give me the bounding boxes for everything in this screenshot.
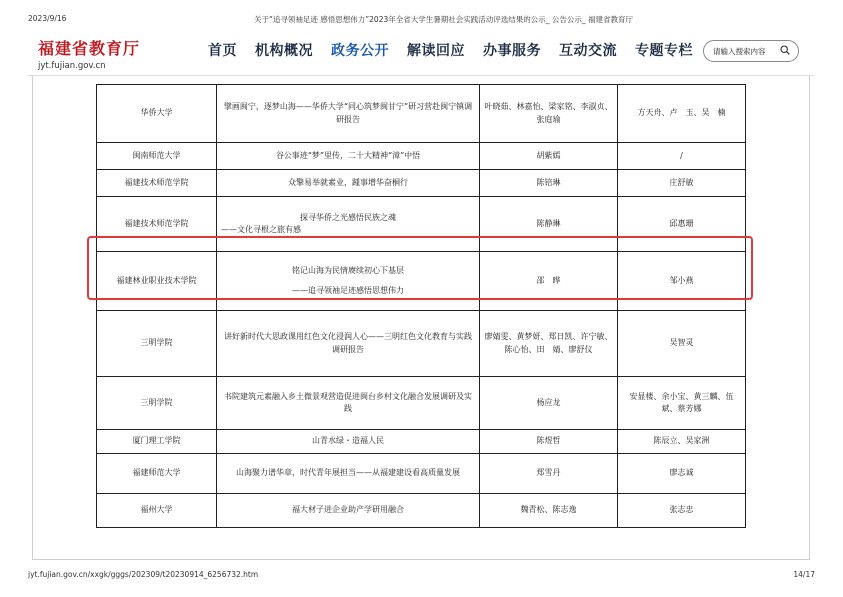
title-cell: [217, 143, 480, 170]
project-title: 书院建筑元素融入乡土微景观营造促进闽台乡村文化融合发展调研及实践: [224, 391, 472, 413]
project-title: 谷公事迹“梦”里传，二十大精神“漳”中悟: [275, 150, 421, 160]
table-row: [97, 311, 746, 377]
table-row: [97, 454, 746, 494]
members-cell: 陈锫琳: [480, 170, 618, 197]
table-row: [97, 494, 746, 528]
search-icon[interactable]: [780, 45, 790, 55]
project-title: 众擎易举就素业，踵事增华奋桐行: [288, 177, 408, 187]
members-cell: 廖婧雯、黄梦妍、郑日凯、许宁敏、陈心怡、田 婧、廖舒仪: [480, 311, 618, 377]
members-cell: 胡紫嫣: [480, 143, 618, 170]
table-row: [97, 143, 746, 170]
school-cell: 福建技术师范学院: [97, 170, 217, 197]
advisor-cell: /: [618, 143, 746, 170]
project-title: 讲好新时代大思政课用红色文化浸润人心——三明红色文化教育与实践调研报告: [224, 332, 472, 354]
print-header: [28, 14, 815, 26]
main-nav: [208, 40, 693, 60]
logo-name: 福建省教育厅: [38, 39, 141, 58]
print-date: 2023/9/16: [28, 14, 67, 23]
members-cell: 郑雪丹: [480, 454, 618, 494]
search-input[interactable]: [703, 40, 799, 62]
title-cell: [217, 170, 480, 197]
school-cell: 三明学院: [97, 377, 217, 430]
advisor-cell: 张志忠: [618, 494, 746, 528]
advisor-cell: 廖志诚: [618, 454, 746, 494]
members-cell: 杨应龙: [480, 377, 618, 430]
table-row: [97, 85, 746, 143]
members-cell: 陈静琳: [480, 197, 618, 252]
project-title: 铭记山海为民情赓续初心下基层: [292, 265, 404, 275]
school-cell: 三明学院: [97, 311, 217, 377]
school-cell: 福州大学: [97, 494, 217, 528]
advisor-cell: 安显楼、余小宝、黄三麟、伍 斌、蔡芳娜: [618, 377, 746, 430]
table-row: [97, 430, 746, 454]
school-cell: 厦门理工学院: [97, 430, 217, 454]
search-placeholder: 请输入搜索内容: [713, 46, 766, 56]
school-cell: 福建林业职业技术学院: [97, 252, 217, 311]
project-title: 探寻华侨之光感悟民族之魂: [300, 212, 396, 222]
nav-item-services[interactable]: 办事服务: [483, 43, 541, 59]
school-cell: 福建技术师范学院: [97, 197, 217, 252]
advisor-cell: 邱惠珊: [618, 197, 746, 252]
school-cell: 福建师范大学: [97, 454, 217, 494]
print-url: jyt.fujian.gov.cn/xxgk/gggs/202309/t20230914_6256732.htm: [28, 570, 259, 579]
project-title: 山青水绿・造福人民: [312, 436, 384, 446]
site-logo[interactable]: [38, 36, 140, 71]
members-cell: 魏青松、陈志逸: [480, 494, 618, 528]
title-cell: [217, 454, 480, 494]
nav-item-home[interactable]: 首页: [208, 43, 237, 59]
project-subtitle: ——文化寻根之旅有感: [221, 225, 301, 234]
page-number: 14/17: [793, 570, 815, 579]
logo-domain: jyt.fujian.gov.cn: [38, 61, 106, 71]
advisor-cell: 吴智灵: [618, 311, 746, 377]
title-cell: [217, 430, 480, 454]
title-cell: [217, 311, 480, 377]
nav-item-topics[interactable]: 专题专栏: [635, 43, 693, 59]
title-cell: [217, 494, 480, 528]
nav-item-interpretation[interactable]: 解读回应: [407, 43, 465, 59]
table-row: [97, 170, 746, 197]
school-cell: 华侨大学: [97, 85, 217, 143]
project-subtitle: ——追寻领袖足迹感悟思想伟力: [292, 286, 404, 295]
project-title: 擘画闽宁，逐梦山海——华侨大学“同心筑梦闽甘宁”研习营赴闽宁镇调研报告: [223, 102, 473, 124]
title-cell: [217, 85, 480, 143]
print-page-title: 关于“追寻领袖足迹 感悟思想伟力”2023年全省大学生暑期社会实践活动评选结果的公示_ 公告公示_ 福建省教育厅: [254, 15, 634, 24]
project-title: 山海聚力谱华章，时代青年展担当——从福建建设看高质量发展: [236, 468, 460, 478]
members-cell: 叶晓茹、林嘉怡、梁家铭、李淑贞、张庭瑜: [480, 85, 618, 143]
title-cell: [217, 377, 480, 430]
members-cell: 陈煜哲: [480, 430, 618, 454]
advisor-cell: 邹小燕: [618, 252, 746, 311]
project-title: 福大材子进企业助产学研用融合: [292, 505, 404, 515]
results-table: [96, 84, 746, 528]
highlight-box: [87, 236, 753, 300]
nav-item-about[interactable]: 机构概况: [255, 43, 313, 59]
members-cell: 邵 晔: [480, 252, 618, 311]
nav-item-gov-info[interactable]: 政务公开: [331, 43, 389, 59]
nav-item-interaction[interactable]: 互动交流: [559, 43, 617, 59]
advisor-cell: 陈辰立、吴家洲: [618, 430, 746, 454]
table-row: [97, 377, 746, 430]
school-cell: 闽南师范大学: [97, 143, 217, 170]
advisor-cell: 方天舟、卢 玉、吴 楠: [618, 85, 746, 143]
advisor-cell: 庄舒敏: [618, 170, 746, 197]
site-header: [28, 28, 814, 74]
